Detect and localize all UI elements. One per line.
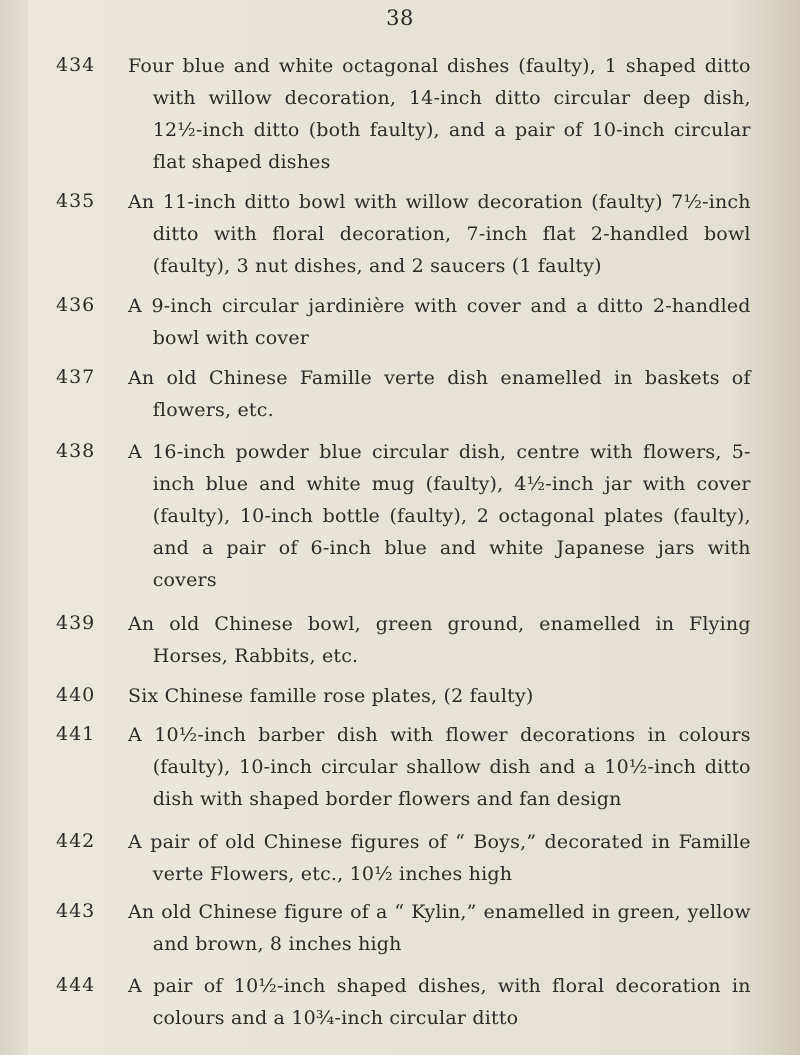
lot-number: 438: [56, 440, 96, 462]
lot-number: 439: [56, 612, 96, 634]
lot-description: An 11-inch ditto bowl with willow decoration (faulty) 7½-inch ditto with floral decoration, 7-inch flat 2-handled bowl (faulty), 3 nut dishes, and 2 saucers (1 faulty): [128, 191, 751, 277]
lot-number: 437: [56, 366, 96, 388]
lot-description: Six Chinese famille rose plates, (2 faulty): [128, 685, 534, 707]
lot-number: 440: [56, 684, 96, 706]
lot-description: Four blue and white octagonal dishes (faulty), 1 shaped ditto with willow decoration, 14-inch ditto circular deep dish, 12½-inch ditto (both faulty), and a pair of 10-inch circular flat shaped dishes: [128, 55, 751, 173]
page-number: 38: [386, 6, 414, 30]
lot-number: 434: [56, 54, 96, 76]
lot-number: 443: [56, 900, 96, 922]
lot-description: A pair of 10½-inch shaped dishes, with floral decoration in colours and a 10¾-inch circular ditto: [128, 975, 751, 1029]
lot-description: A 10½-inch barber dish with flower decorations in colours (faulty), 10-inch circular shallow dish and a 10½-inch ditto dish with shaped border flowers and fan design: [128, 724, 751, 810]
lot-description: A 16-inch powder blue circular dish, centre with flowers, 5-inch blue and white mug (faulty), 4½-inch jar with cover (faulty), 10-inch bottle (faulty), 2 octagonal plates (faulty), and a pair of 6-inch blue and white Japanese jars with covers: [128, 441, 751, 591]
lot-number: 435: [56, 190, 96, 212]
lot-description: A pair of old Chinese figures of “ Boys,” decorated in Famille verte Flowers, etc., 10½ inches high: [128, 831, 751, 885]
lot-number: 444: [56, 974, 96, 996]
lot-number: 436: [56, 294, 96, 316]
lot-description: An old Chinese bowl, green ground, enamelled in Flying Horses, Rabbits, etc.: [128, 613, 751, 667]
lot-description: A 9-inch circular jardinière with cover and a ditto 2-handled bowl with cover: [128, 295, 751, 349]
lot-number: 441: [56, 723, 96, 745]
lot-description: An old Chinese Famille verte dish enamelled in baskets of flowers, etc.: [128, 367, 751, 421]
lot-number: 442: [56, 830, 96, 852]
page-left-margin: [0, 0, 28, 1055]
lot-description: An old Chinese figure of a “ Kylin,” enamelled in green, yellow and brown, 8 inches high: [128, 901, 751, 955]
